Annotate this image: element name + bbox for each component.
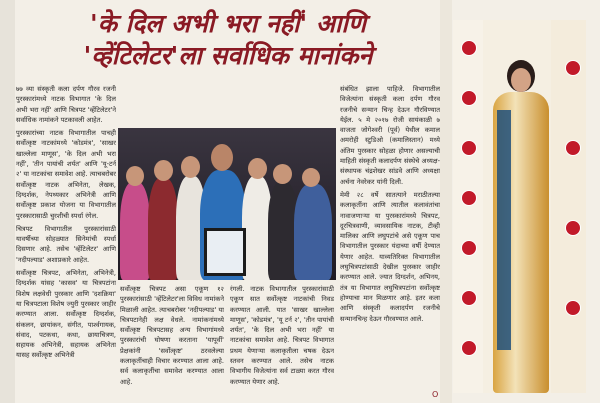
framed-prop	[204, 228, 246, 276]
headline-line-2: 'व्हेंटिलेटर'ला सर्वाधिक मानांकने	[83, 41, 373, 70]
person-head	[126, 166, 144, 186]
event-banner	[453, 20, 483, 393]
paragraph: ७७ व्या संस्कृती कला दर्पण गौरव रजनी पुरस्कारांमध्ये नाटक विभागात 'के दिल अभी भरा नहीं' आणि चित्रपट 'व्हेंटिलेटर'ने सर्वाधिक नामांकने पटकावली आहेत.	[16, 85, 116, 124]
page-margin	[0, 0, 15, 403]
person-figure	[120, 182, 150, 280]
logo-badge	[565, 220, 581, 236]
person-head	[248, 158, 267, 179]
paragraph: सर्वोत्कृष्ट चित्रपट, अभिनेता, अभिनेत्री, दिग्दर्शक यांसह 'कासव' या चित्रपटांना विशेष लक्षवेधी पुरस्कार आणि 'दशक्रिया' या चित्रपटाला विशेष ज्युरी पुरस्कार जाहीर करण्यात आला. सर्वोत्कृष्ट दिग्दर्शक, संकलन, छायांकन, संगीत, पार्श्वगायक, संवाद, पटकथा, कथा, छायाचित्रण, सहायक अभिनेत्री, सहायक अभिनेता यासह सर्वोत्कृष्ट अभिनेत्री	[16, 269, 116, 360]
paragraph: सर्वोत्कृष्ट चित्रपट असा एकूण १२ पुरस्कारांसाठी 'व्हेंटिलेटर'ला विविध नामांकने मिळाली आहेत. त्याचबरोबर 'नदीपल्याड' या चित्रपटानेही लक्ष वेधले. नामांकनांमध्ये सर्वोत्कृष्ट चित्रपटासह अन्य विभागांमध्ये पुरस्कारांची घोषणा करताना 'यापूर्वी' प्रेक्षकांनी 'सर्वोत्कृष्ट' ठरवलेल्या कलाकृतींचाही विचार करण्यात आला आहे. सर्व कलाकृतींचा समावेश करण्यात आला आहे.	[120, 285, 224, 386]
article-column-4	[340, 84, 440, 396]
logo-badge	[461, 140, 477, 156]
paragraph: रंगली. नाटक विभागातील पुरस्कारांसाठी एकूण सात सर्वोत्कृष्ट नाटकांची निवड करण्यात आली. यात 'साखर खाल्लेला माणूस', 'कोडमंत्र', 'यू टर्न २', 'तीन पायांची शर्यत', 'के दिल अभी भरा नहीं' या नाटकांचा समावेश आहे. चित्रपट विभागात प्रथम येणाऱ्या कलाकृतीला चषक देऊन स्तवन करण्यात आले. तसेच नाटक विभागीय विजेत्यांना सर्व टाळ्या करत गौरव करण्यात येणार आहे.	[230, 285, 334, 386]
logo-badge	[461, 340, 477, 356]
page-mark: O	[432, 390, 439, 399]
article-column-2	[120, 284, 224, 396]
logo-badge	[565, 140, 581, 156]
paragraph: मेमी २८ वर्षे सातत्याने मराठीतल्या कलाकृतींना आणि त्यातील कलावंतांचा नावाजणाऱ्या या पुरस्कारांमध्ये चित्रपट, दूरचित्रवाणी, व्यावसायिक नाटक, टीव्ही मालिका आणि लघुपटांचे असे एकूण पाच विभागातील पुरस्कार यंदाच्या वर्षी देण्यात येणार आहेत. याव्यतिरिक्त विभागातील लघुचित्रपटांसाठी देखील पुरस्कार जाहीर करण्यात आले. ज्यात दिग्दर्शन, अभिनय, तंत्र या विभागात लघुचित्रपटांना सर्वोत्कृष्ट होण्याचा मान मिळणार आहे. इतर कला आणि संस्कृती कलादर्पण रजनीचे सन्मानचिन्ह देऊन गौरवण्यात आले.	[340, 190, 440, 323]
group-photo	[118, 128, 336, 280]
paragraph: संबंधित झाला पाहिजे. विभागातील विजेत्यांना संस्कृती कला दर्पण गौरव रजनीचे सन्मान चिन्ह देऊन गौरविण्यात येईल. ५ मे २०१७ रोजी सायंकाळी ७ वाजता जोगेश्वरी (पूर्व) येथील कमाल अमरोही स्टुडिओ (कमालिस्तान) मध्ये अंतिम पुरस्कार सोहळा होणार असल्याची माहिती संस्कृती कलादर्पण संस्थेचे अध्यक्ष-संस्थापक चंद्रशेखर सांडवे आणि अध्यक्षा अर्चना नेवरेकर यांनी दिली.	[340, 85, 440, 186]
logo-badge	[461, 240, 477, 256]
column-gutter	[440, 0, 452, 403]
article-column-1	[16, 84, 116, 396]
person-head	[273, 164, 292, 184]
person-figure	[148, 178, 178, 280]
headline	[18, 8, 438, 72]
article-column-3	[230, 284, 334, 396]
person-head	[302, 168, 320, 187]
headline-line-1: 'के दिल अभी भरा नहीं' आणि	[90, 9, 366, 38]
logo-badge	[461, 90, 477, 106]
paragraph: पुरस्कारांच्या नाटक विभागातील पाचही सर्वोत्कृष्ट नाटकांमध्ये 'कोडमंत्र', 'साखर खाल्लेला माणूस', 'के दिल अभी भरा नहीं', 'तीन पायांची शर्यत' आणि 'यू-टर्न २' या नाटकांचा समावेश आहे. त्याचबरोबर सर्वोत्कृष्ट नाटक अभिनेता, लेखक, दिग्दर्शक, नेपथ्यकार अभिनेत्री आणि सर्वोत्कृष्ट प्रकाश योजना या विभागातील पुरस्कारासाठी चुरशीची स्पर्धा रंगेल.	[16, 129, 116, 220]
woman-face	[511, 68, 531, 92]
logo-badge	[565, 300, 581, 316]
logo-badge	[461, 40, 477, 56]
logo-badge	[461, 290, 477, 306]
person-figure	[294, 184, 332, 280]
person-head	[181, 156, 200, 178]
sari-border	[497, 110, 511, 350]
event-photo	[453, 20, 586, 393]
logo-badge	[461, 190, 477, 206]
logo-badge	[565, 60, 581, 76]
banner-right	[551, 20, 586, 393]
person-head	[211, 144, 233, 171]
paragraph: चित्रपट विभागातील पुरस्कारांसाठी यावर्षीच्या सोहळ्यात सिनेमांची स्पर्धा दिसणार आहे. तसेच 'व्हेंटिलेटर' आणि 'नदीपल्याड' अशाप्रकारे आहेत.	[16, 224, 116, 264]
person-head	[154, 160, 173, 181]
